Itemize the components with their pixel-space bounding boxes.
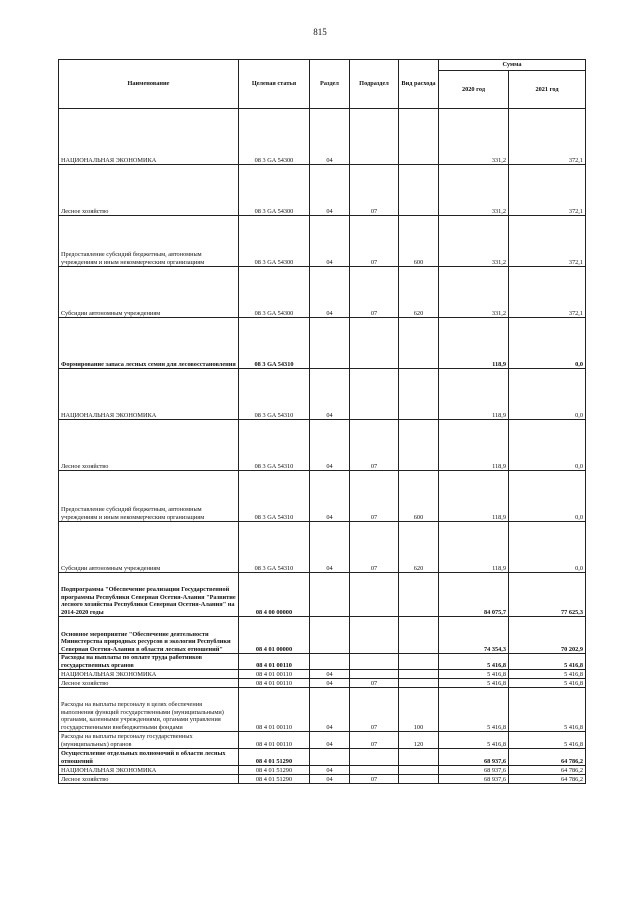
row-subsection: 07 — [350, 679, 399, 688]
row-sum-2021: 372,1 — [509, 109, 586, 165]
header-sum: Сумма — [439, 60, 586, 71]
row-target-code: 08 4 00 00000 — [239, 573, 310, 617]
row-section: 04 — [310, 732, 350, 749]
row-name: Лесное хозяйство — [59, 420, 239, 471]
row-sum-2021: 0,0 — [509, 522, 586, 573]
row-subsection — [350, 670, 399, 679]
row-sum-2021: 5 416,8 — [509, 679, 586, 688]
table-row — [59, 775, 586, 784]
row-sum-2020: 84 075,7 — [439, 573, 509, 617]
row-name: Лесное хозяйство — [59, 679, 239, 688]
table-row — [59, 522, 586, 573]
row-section — [310, 749, 350, 766]
row-sum-2020: 5 416,8 — [439, 732, 509, 749]
row-sum-2021: 5 416,8 — [509, 732, 586, 749]
row-target-code: 08 4 01 00110 — [239, 670, 310, 679]
row-name: Расходы на выплаты персоналу в целях обеспечения выполнения функций государственными (муниципальными) органами, казенными учреждениями, органами управления государственными внебюджетными фондами — [59, 688, 239, 732]
row-sum-2021: 372,1 — [509, 165, 586, 216]
row-expense-type: 620 — [399, 522, 439, 573]
row-expense-type — [399, 109, 439, 165]
row-sum-2020: 118,9 — [439, 318, 509, 369]
row-target-code: 08 3 GA 54300 — [239, 165, 310, 216]
budget-table — [58, 59, 586, 784]
row-expense-type — [399, 573, 439, 617]
row-subsection: 07 — [350, 267, 399, 318]
row-expense-type — [399, 679, 439, 688]
table-row — [59, 732, 586, 749]
header-year-2020: 2020 год — [439, 71, 509, 109]
row-sum-2021: 64 786,2 — [509, 766, 586, 775]
row-sum-2021: 64 786,2 — [509, 749, 586, 766]
row-section: 04 — [310, 165, 350, 216]
table-row — [59, 766, 586, 775]
row-sum-2020: 118,9 — [439, 420, 509, 471]
row-target-code: 08 3 GA 54310 — [239, 471, 310, 522]
row-target-code: 08 3 GA 54300 — [239, 216, 310, 267]
row-subsection: 07 — [350, 732, 399, 749]
table-row — [59, 318, 586, 369]
row-name: НАЦИОНАЛЬНАЯ ЭКОНОМИКА — [59, 369, 239, 420]
table-row — [59, 216, 586, 267]
table-row — [59, 420, 586, 471]
row-name: Лесное хозяйство — [59, 775, 239, 784]
table-row — [59, 369, 586, 420]
row-sum-2021: 0,0 — [509, 420, 586, 471]
row-target-code: 08 4 01 00110 — [239, 688, 310, 732]
header-expense-type: Вид расхода — [399, 60, 439, 109]
row-sum-2020: 68 937,6 — [439, 775, 509, 784]
row-subsection — [350, 617, 399, 654]
row-name: Формирование запаса лесных семян для лесовосстановления — [59, 318, 239, 369]
row-sum-2021: 0,0 — [509, 318, 586, 369]
row-expense-type — [399, 420, 439, 471]
row-subsection: 07 — [350, 216, 399, 267]
row-name: Расходы на выплаты по оплате труда работников государственных органов — [59, 654, 239, 670]
row-section: 04 — [310, 267, 350, 318]
row-name: Предоставление субсидий бюджетным, автономным учреждениям и иным некоммерческим организациям — [59, 216, 239, 267]
row-sum-2020: 5 416,8 — [439, 679, 509, 688]
row-sum-2020: 5 416,8 — [439, 654, 509, 670]
row-subsection — [350, 573, 399, 617]
row-sum-2020: 331,2 — [439, 267, 509, 318]
row-expense-type — [399, 318, 439, 369]
row-subsection — [350, 109, 399, 165]
row-sum-2020: 74 354,3 — [439, 617, 509, 654]
row-expense-type — [399, 775, 439, 784]
row-subsection: 07 — [350, 688, 399, 732]
row-sum-2021: 0,0 — [509, 471, 586, 522]
row-section: 04 — [310, 109, 350, 165]
table-row — [59, 573, 586, 617]
row-section: 04 — [310, 766, 350, 775]
row-name: НАЦИОНАЛЬНАЯ ЭКОНОМИКА — [59, 766, 239, 775]
row-sum-2020: 5 416,8 — [439, 670, 509, 679]
row-sum-2021: 64 786,2 — [509, 775, 586, 784]
row-target-code: 08 3 GA 54300 — [239, 267, 310, 318]
row-expense-type — [399, 670, 439, 679]
row-sum-2021: 372,1 — [509, 216, 586, 267]
row-expense-type: 600 — [399, 216, 439, 267]
row-expense-type — [399, 369, 439, 420]
row-name: Подпрограмма "Обеспечение реализации Государственной программы Республики Северная Осетия-Алания "Развитие лесного хозяйства Республики Северная Осетия-Алания" на 2014-2020 годы — [59, 573, 239, 617]
row-sum-2020: 68 937,6 — [439, 766, 509, 775]
row-target-code: 08 3 GA 54300 — [239, 109, 310, 165]
header-target: Целевая статья — [239, 60, 310, 109]
row-sum-2021: 70 202,9 — [509, 617, 586, 654]
row-subsection — [350, 654, 399, 670]
row-sum-2020: 68 937,6 — [439, 749, 509, 766]
row-target-code: 08 4 01 51290 — [239, 766, 310, 775]
row-expense-type — [399, 165, 439, 216]
row-name: Субсидии автономным учреждениям — [59, 522, 239, 573]
row-name: НАЦИОНАЛЬНАЯ ЭКОНОМИКА — [59, 109, 239, 165]
row-subsection — [350, 318, 399, 369]
row-section: 04 — [310, 670, 350, 679]
row-target-code: 08 3 GA 54310 — [239, 522, 310, 573]
row-section: 04 — [310, 679, 350, 688]
row-name: Расходы на выплаты персоналу государственных (муниципальных) органов — [59, 732, 239, 749]
table-row — [59, 165, 586, 216]
table-row — [59, 670, 586, 679]
row-target-code: 08 4 01 00110 — [239, 679, 310, 688]
table-row — [59, 679, 586, 688]
table-row — [59, 688, 586, 732]
row-sum-2020: 118,9 — [439, 522, 509, 573]
row-expense-type — [399, 749, 439, 766]
table-row — [59, 267, 586, 318]
row-section: 04 — [310, 775, 350, 784]
row-name: НАЦИОНАЛЬНАЯ ЭКОНОМИКА — [59, 670, 239, 679]
header-subsection: Подраздел — [350, 60, 399, 109]
row-subsection — [350, 369, 399, 420]
row-expense-type: 620 — [399, 267, 439, 318]
row-section: 04 — [310, 216, 350, 267]
row-sum-2021: 77 625,3 — [509, 573, 586, 617]
row-sum-2020: 331,2 — [439, 109, 509, 165]
row-expense-type: 600 — [399, 471, 439, 522]
row-subsection — [350, 766, 399, 775]
row-name: Лесное хозяйство — [59, 165, 239, 216]
row-subsection: 07 — [350, 471, 399, 522]
table-row — [59, 617, 586, 654]
row-expense-type — [399, 617, 439, 654]
row-subsection: 07 — [350, 775, 399, 784]
page-number: 815 — [313, 27, 327, 37]
row-section — [310, 617, 350, 654]
row-section: 04 — [310, 522, 350, 573]
row-expense-type — [399, 654, 439, 670]
row-sum-2020: 331,2 — [439, 165, 509, 216]
table-row — [59, 109, 586, 165]
row-subsection — [350, 749, 399, 766]
row-target-code: 08 3 GA 54310 — [239, 420, 310, 471]
row-section: 04 — [310, 369, 350, 420]
row-section — [310, 573, 350, 617]
row-target-code: 08 3 GA 54310 — [239, 318, 310, 369]
table-body — [59, 109, 586, 784]
row-sum-2021: 0,0 — [509, 369, 586, 420]
row-target-code: 08 4 01 51290 — [239, 749, 310, 766]
row-section — [310, 654, 350, 670]
row-subsection: 07 — [350, 522, 399, 573]
row-sum-2020: 5 416,8 — [439, 688, 509, 732]
row-section: 04 — [310, 420, 350, 471]
row-name: Основное мероприятие "Обеспечение деятельности Министерства природных ресурсов и экологии Республики Северная Осетия-Алания в области лесных отношений" — [59, 617, 239, 654]
row-sum-2021: 372,1 — [509, 267, 586, 318]
row-target-code: 08 4 01 00110 — [239, 732, 310, 749]
row-expense-type: 120 — [399, 732, 439, 749]
row-sum-2020: 118,9 — [439, 369, 509, 420]
table-row — [59, 471, 586, 522]
row-sum-2020: 118,9 — [439, 471, 509, 522]
row-expense-type — [399, 766, 439, 775]
row-section — [310, 318, 350, 369]
header-section: Раздел — [310, 60, 350, 109]
row-name: Предоставление субсидий бюджетным, автономным учреждениям и иным некоммерческим организациям — [59, 471, 239, 522]
row-section: 04 — [310, 471, 350, 522]
row-section: 04 — [310, 688, 350, 732]
row-sum-2021: 5 416,8 — [509, 654, 586, 670]
row-target-code: 08 4 01 51290 — [239, 775, 310, 784]
row-subsection: 07 — [350, 420, 399, 471]
header-year-2021: 2021 год — [509, 71, 586, 109]
row-sum-2021: 5 416,8 — [509, 670, 586, 679]
row-target-code: 08 4 01 00110 — [239, 654, 310, 670]
row-name: Осуществление отдельных полномочий в области лесных отношений — [59, 749, 239, 766]
header-name: Наименование — [59, 60, 239, 109]
row-target-code: 08 4 01 00000 — [239, 617, 310, 654]
table-row — [59, 749, 586, 766]
row-sum-2020: 331,2 — [439, 216, 509, 267]
row-expense-type: 100 — [399, 688, 439, 732]
row-target-code: 08 3 GA 54310 — [239, 369, 310, 420]
row-subsection: 07 — [350, 165, 399, 216]
row-sum-2021: 5 416,8 — [509, 688, 586, 732]
table-row — [59, 654, 586, 670]
row-name: Субсидии автономным учреждениям — [59, 267, 239, 318]
